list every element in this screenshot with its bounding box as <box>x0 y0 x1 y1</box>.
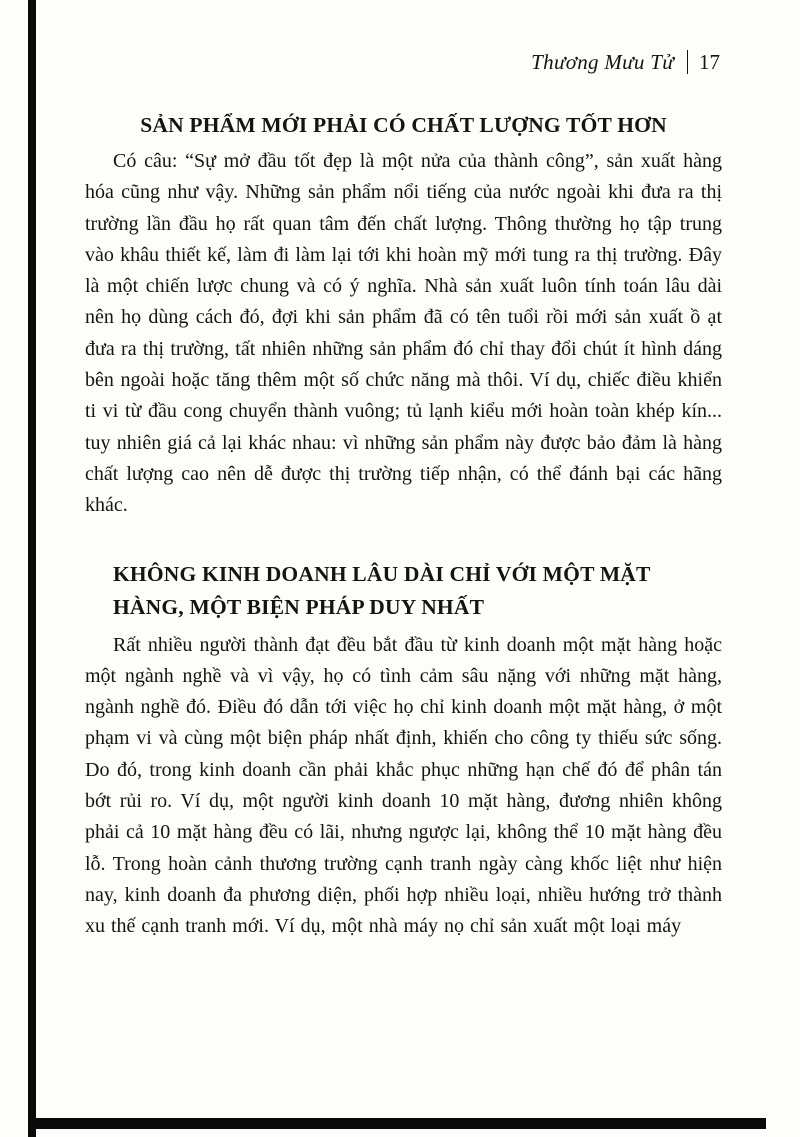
page-content <box>85 50 722 943</box>
section-1-paragraph: Có câu: “Sự mở đầu tốt đẹp là một nửa của thành công”, sản xuất hàng hóa cũng như vậy. Những sản phẩm nổi tiếng của nước ngoài khi đưa ra thị trường lần đầu họ rất quan tâm đến chất lượng. Thông thường họ tập trung vào khâu thiết kế, làm đi làm lại tới khi hoàn mỹ mới tung ra thị trường. Đây là một chiến lược chung và có ý nghĩa. Nhà sản xuất luôn tính toán lâu dài nên họ dùng cách đó, đợi khi sản phẩm đã có tên tuổi rồi mới sản xuất ồ ạt đưa ra thị trường, tất nhiên những sản phẩm đó chỉ thay đổi chút ít hình dáng bên ngoài hoặc tăng thêm một số chức năng mà thôi. Ví dụ, chiếc điều khiển ti vi từ đầu cong chuyển thành vuông; tủ lạnh kiểu mới hoàn toàn khép kín... tuy nhiên giá cả lại khác nhau: vì những sản phẩm này được bảo đảm là hàng chất lượng cao nên dễ được thị trường tiếp nhận, có thể đánh bại các hãng khác. <box>85 150 722 517</box>
page-number: 17 <box>699 50 720 74</box>
scan-edge-bottom <box>28 1118 766 1129</box>
running-head-book-title: Thương Mưu Tử <box>531 50 674 74</box>
header-divider-rule <box>687 50 688 74</box>
section-1-heading: SẢN PHẨM MỚI PHẢI CÓ CHẤT LƯỢNG TỐT HƠN <box>140 113 667 137</box>
section-2-paragraph: Rất nhiều người thành đạt đều bắt đầu từ kinh doanh một mặt hàng hoặc một ngành nghề và vì vậy, họ có tình cảm sâu nặng với những mặt hàng, ngành nghề đó. Điều đó dẫn tới việc họ chỉ kinh doanh một mặt hàng, ở một phạm vi và cùng một biện pháp nhất định, khiến cho công ty thiếu sức sống. Do đó, trong kinh doanh cần phải khắc phục những hạn chế đó để phân tán bớt rủi ro. Ví dụ, một người kinh doanh 10 mặt hàng, đương nhiên không phải cả 10 mặt hàng đều có lãi, nhưng ngược lại, không thể 10 mặt hàng đều lỗ. Trong hoàn cảnh thương trường cạnh tranh ngày càng khốc liệt như hiện nay, kinh doanh đa phương diện, phối hợp nhiều loại, nhiều hướng trở thành xu thế cạnh tranh mới. Ví dụ, một nhà máy nọ chỉ sản xuất một loại máy <box>85 633 722 938</box>
scan-edge-left <box>28 0 36 1137</box>
section-2-heading: KHÔNG KINH DOANH LÂU DÀI CHỈ VỚI MỘT MẶT HÀNG, MỘT BIỆN PHÁP DUY NHẤT <box>113 561 651 619</box>
running-header <box>85 50 722 75</box>
